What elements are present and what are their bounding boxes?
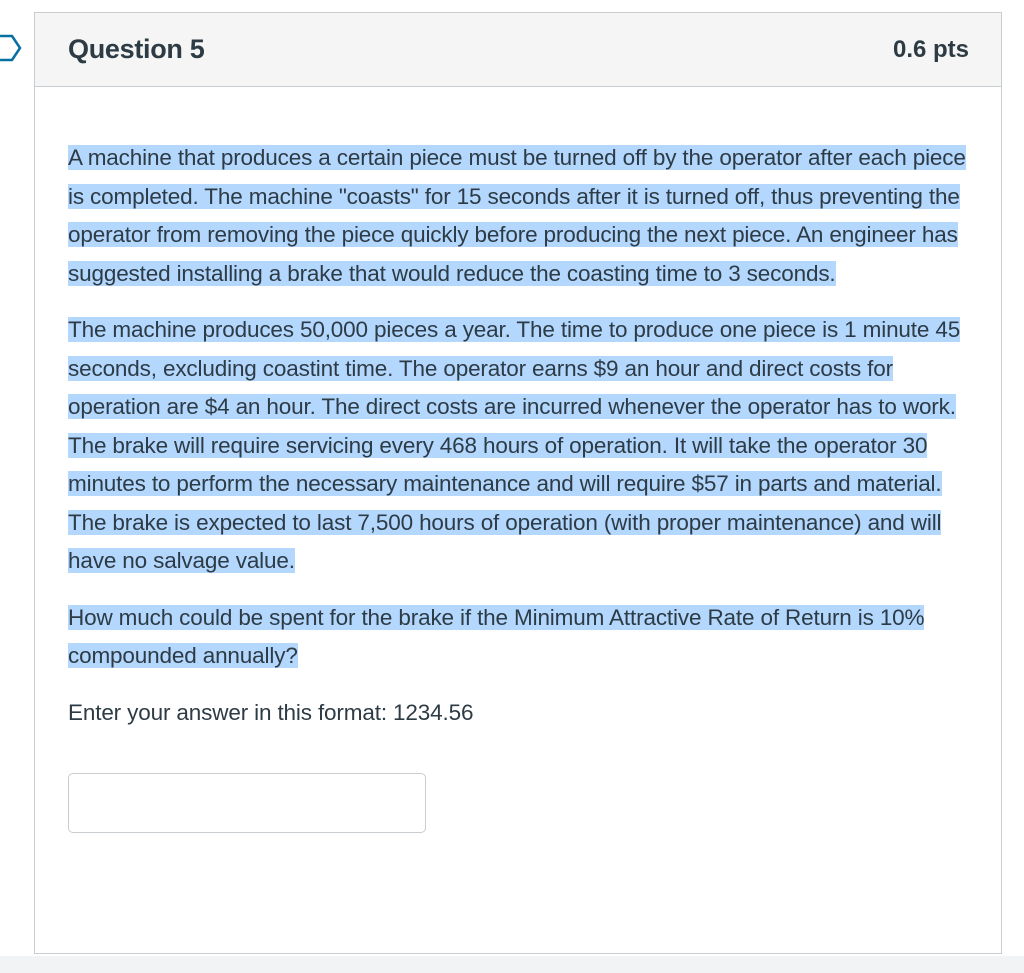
question-header bbox=[35, 13, 1001, 87]
bookmark-flag-icon[interactable] bbox=[0, 34, 22, 62]
question-paragraph-text: The machine produces 50,000 pieces a year. The time to produce one piece is 1 minute 45 seconds, excluding coastint time. The operator earns $9 an hour and direct costs for operation are $4 an hour. The direct costs are incurred whenever the operator has to work. The brake will require servicing every 468 hours of operation. It will take the operator 30 minutes to perform the necessary maintenance and will require $57 in parts and material. The brake is expected to last 7,500 hours of operation (with proper maintenance) and will have no salvage value. bbox=[68, 317, 961, 573]
answer-input[interactable] bbox=[68, 773, 426, 833]
answer-format-instruction: Enter your answer in this format: 1234.56 bbox=[68, 699, 474, 725]
question-points: 0.6 pts bbox=[892, 35, 969, 63]
question-paragraph bbox=[68, 139, 983, 293]
question-title: Question 5 bbox=[68, 34, 205, 64]
question-paragraph bbox=[68, 599, 983, 676]
question-paragraph-text: How much could be spent for the brake if the Minimum Attractive Rate of Return is 10% compounded annually? bbox=[68, 604, 925, 668]
question-paragraph-text: A machine that produces a certain piece must be turned off by the operator after each piece is completed. The machine "coasts" for 15 seconds after it is turned off, thus preventing the operator from removing the piece quickly before producing the next piece. An engineer has suggested installing a brake that would reduce the coasting time to 3 seconds. bbox=[68, 145, 966, 286]
question-card bbox=[34, 12, 1002, 954]
page-footer-strip bbox=[0, 956, 1024, 973]
question-paragraph bbox=[68, 311, 983, 581]
question-body bbox=[35, 87, 1001, 833]
